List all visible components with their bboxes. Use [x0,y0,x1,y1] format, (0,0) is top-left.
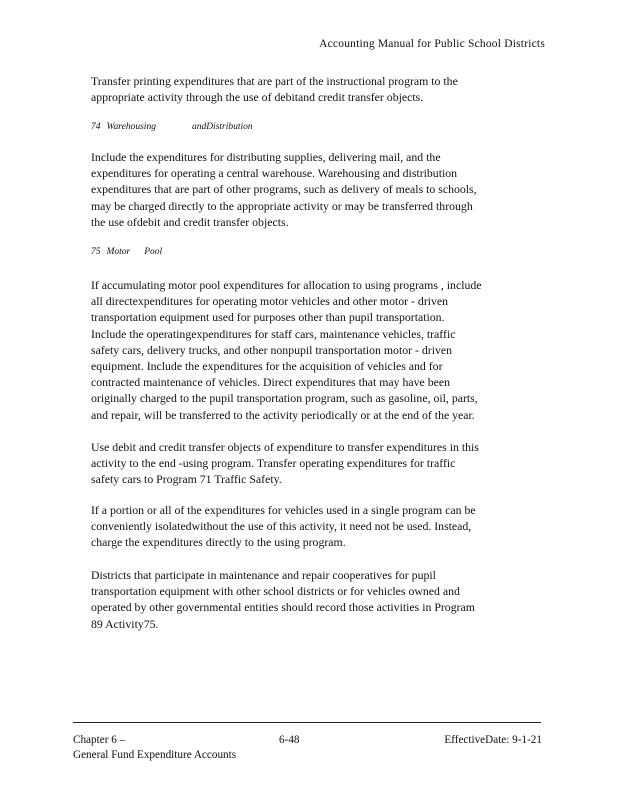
section-title-word: Warehousing [106,122,156,132]
paragraph-transfer-printing [91,73,531,105]
text-line: transportation equipment with other school districts or for vehicles owned and [91,584,460,599]
footer-page-number: 6-48 [279,734,300,746]
section-heading-74 [91,122,253,132]
text-line: equipment. Include the expenditures for the acquisition of vehicles and for [91,359,443,374]
text-line: safety cars, delivery trucks, and other nonpupil transportation motor - driven [91,342,453,357]
manual-title-header: Accounting Manual for Public School Districts [319,38,545,50]
text-line: the use ofdebit and credit transfer objects. [91,214,289,229]
text-line: activity to the end -using program. Transfer operating expenditures for traffic [91,456,456,471]
text-line: conveniently isolatedwithout the use of this activity, it need not be used. Instead, [91,519,472,534]
text-line: appropriate activity through the use of debitand credit transfer objects. [91,90,424,105]
text-line: may be charged directly to the appropriate activity or may be transferred through [91,198,473,213]
text-line: expenditures for operating a central warehouse. Warehousing and distribution [91,166,458,181]
text-line: Include the expenditures for distributing supplies, delivering mail, and the [91,150,441,164]
paragraph-cooperatives [91,567,531,632]
text-line: 89 Activity75. [91,616,159,631]
text-line: expenditures that are part of other programs, such as delivery of meals to schools, [91,182,477,197]
text-line: transportation equipment used for purposes other than pupil transportation. [91,310,445,325]
text-line: Transfer printing expenditures that are part of the instructional program to the [91,74,458,88]
text-line: Districts that participate in maintenance and repair cooperatives for pupil [91,568,436,582]
text-line: charge the expenditures directly to the using program. [91,535,346,550]
text-line: Use debit and credit transfer objects of expenditure to transfer expenditures in this [91,440,479,454]
footer-chapter-title: General Fund Expenditure Accounts [73,749,237,761]
text-line: originally charged to the pupil transportation program, such as gasoline, oil, parts, [91,391,478,406]
text-line: operated by other governmental entities should record those activities in Program [91,600,475,615]
text-line: If accumulating motor pool expenditures for allocation to using programs , include [91,278,482,292]
section-title-word: Motor [106,247,131,257]
paragraph-single-program [91,502,531,551]
text-line: all directexpenditures for operating motor vehicles and other motor - driven [91,294,449,309]
section-number: 74 [91,122,101,132]
footer-divider [73,722,541,723]
paragraph-transfer-objects [91,439,531,488]
section-title-word: Pool [144,247,163,257]
paragraph-warehousing [91,149,531,230]
text-line: Include the operatingexpenditures for staff cars, maintenance vehicles, traffic [91,326,456,341]
section-number: 75 [91,247,101,257]
text-line: contracted maintenance of vehicles. Direct expenditures that may have been [91,375,450,390]
text-line: If a portion or all of the expenditures for vehicles used in a single program can be [91,503,476,517]
section-title-word: andDistribution [191,122,253,132]
section-heading-75 [91,247,162,257]
paragraph-motor-pool [91,277,531,423]
footer-chapter: Chapter 6 – [73,734,126,746]
text-line: safety cars to Program 71 Traffic Safety. [91,472,282,487]
footer-effective-date: EffectiveDate: 9-1-21 [444,734,542,746]
text-line: and repair, will be transferred to the activity periodically or at the end of the year. [91,407,475,422]
